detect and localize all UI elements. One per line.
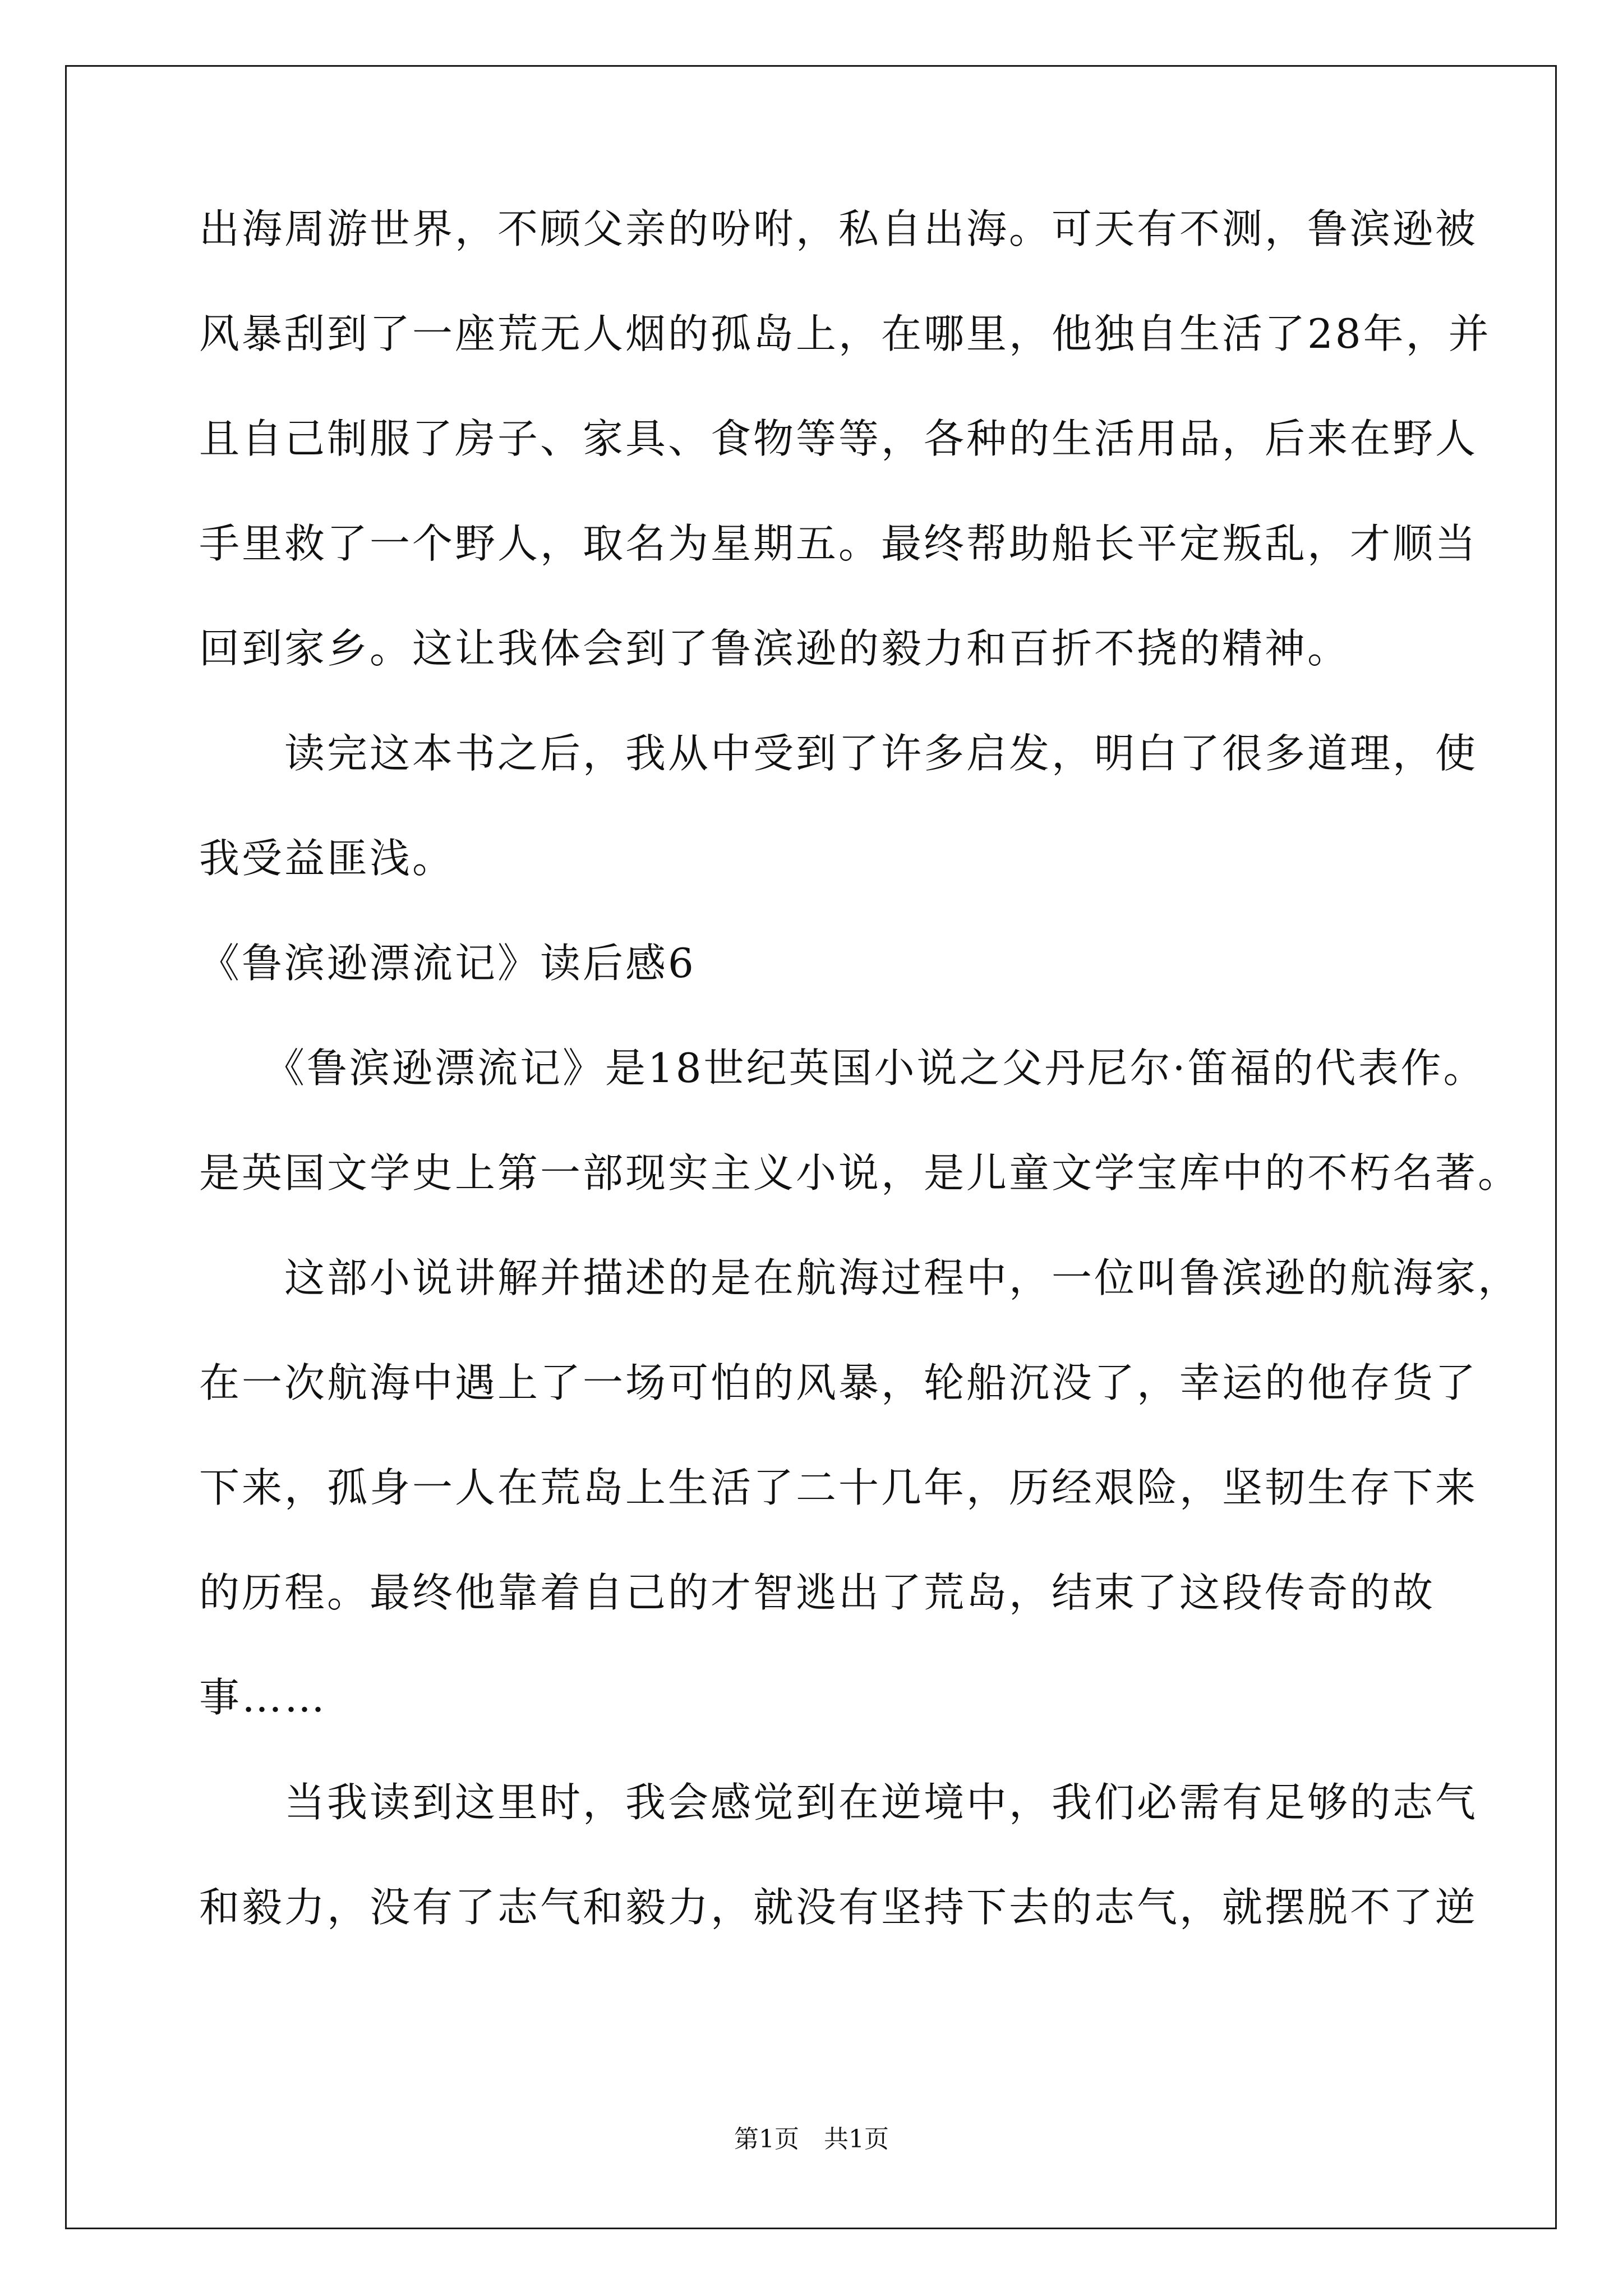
text-line: 当我读到这里时，我会感觉到在逆境中，我们必需有足够的志气 (199, 1779, 1478, 1826)
text-line: 回到家乡。这让我体会到了鲁滨逊的毅力和百折不挠的精神。 (199, 625, 1350, 672)
text-line: 《鲁滨逊漂流记》是18世纪英国小说之父丹尼尔·笛福的代表作。 (199, 1045, 1486, 1092)
text-line: 和毅力，没有了志气和毅力，就没有坚持下去的志气，就摆脱不了逆 (199, 1884, 1478, 1931)
text-line: 在一次航海中遇上了一场可怕的风暴，轮船沉没了，幸运的他存货了 (199, 1359, 1478, 1406)
text-line: 读完这本书之后，我从中受到了许多启发，明白了很多道理，使 (199, 730, 1478, 777)
text-line: 的历程。最终他靠着自己的才智逃出了荒岛，结束了这段传奇的故 (199, 1569, 1436, 1616)
text-line: 出海周游世界，不顾父亲的吩咐，私自出海。可天有不测，鲁滨逊被 (199, 205, 1478, 252)
text-line: 手里救了一个野人，取名为星期五。最终帮助船长平定叛乱，才顺当 (199, 520, 1478, 567)
text-line: 且自己制服了房子、家具、食物等等，各种的生活用品，后来在野人 (199, 415, 1478, 462)
text-line: 事…… (199, 1674, 328, 1721)
text-line: 下来，孤身一人在荒岛上生活了二十几年，历经艰险，坚韧生存下来 (199, 1464, 1478, 1511)
text-line: 风暴刮到了一座荒无人烟的孤岛上，在哪里，他独自生活了28年，并 (199, 310, 1491, 357)
text-line: 是英国文学史上第一部现实主义小说，是儿童文学宝库中的不朽名著。 (199, 1149, 1521, 1197)
text-line: 这部小说讲解并描述的是在航海过程中，一位叫鲁滨逊的航海家， (199, 1254, 1521, 1301)
section-heading: 《鲁滨逊漂流记》读后感6 (199, 940, 696, 987)
text-line: 我受益匪浅。 (199, 835, 455, 882)
page-number: 第1页 共1页 (734, 2125, 889, 2154)
